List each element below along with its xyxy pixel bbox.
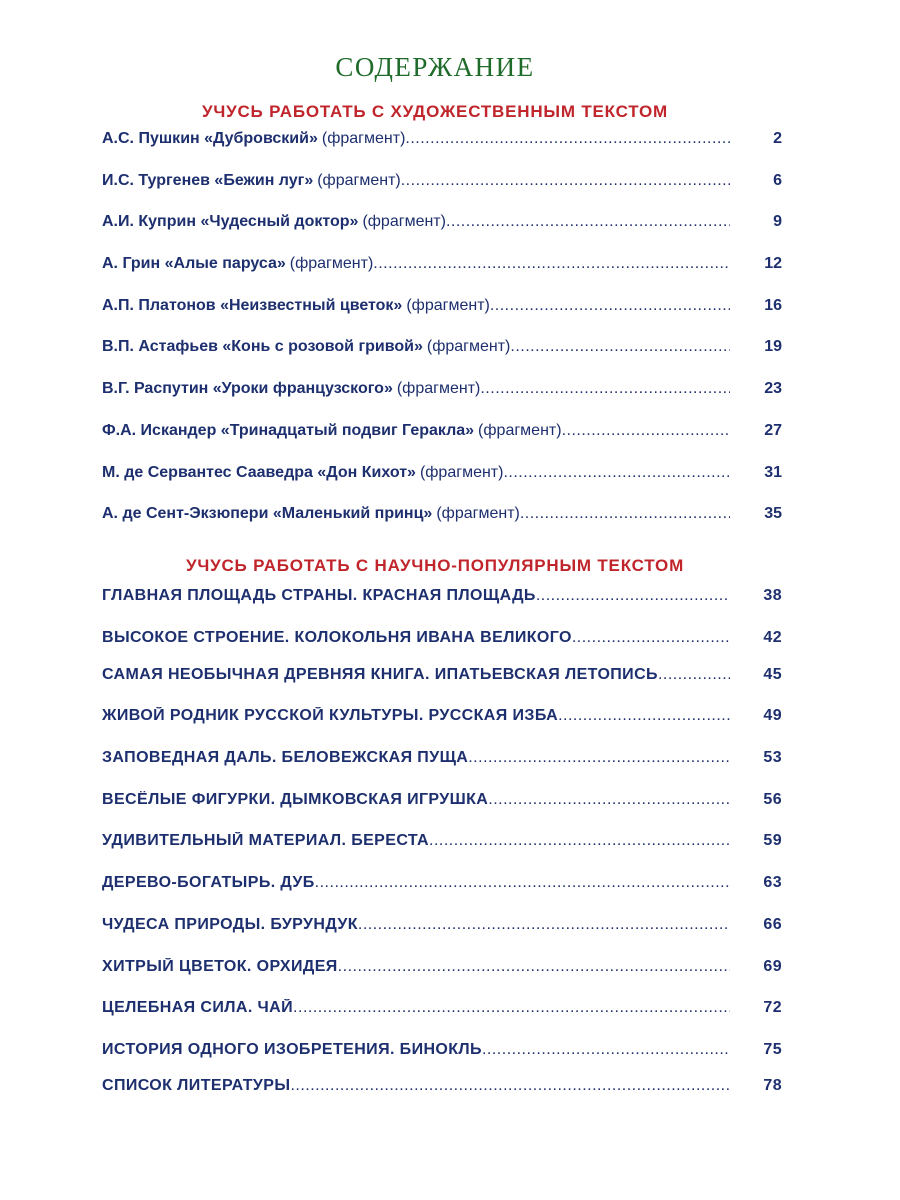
toc-entry-title: А.С. Пушкин «Дубровский» xyxy=(102,130,318,147)
toc-entry[interactable] xyxy=(102,999,782,1041)
toc-entry-title: Ф.А. Искандер «Тринадцатый подвиг Геракла» xyxy=(102,421,475,439)
toc-entry[interactable] xyxy=(102,130,782,172)
toc-entry[interactable] xyxy=(102,505,782,547)
toc-entry-note: (фрагмент) xyxy=(436,505,520,523)
toc-entry-title: А. де Сент-Экзюпери «Маленький принц» xyxy=(102,505,433,523)
toc-entry[interactable] xyxy=(102,297,782,339)
toc-entry[interactable] xyxy=(102,874,782,916)
dot-leader xyxy=(503,464,730,482)
toc-entry-page: 31 xyxy=(764,463,782,481)
toc-entry-page: 27 xyxy=(764,421,782,439)
dot-leader xyxy=(572,629,730,647)
toc-entry[interactable] xyxy=(102,422,782,464)
toc-entry-note: (фрагмент) xyxy=(362,213,446,231)
toc-entry[interactable] xyxy=(102,749,782,791)
dot-leader xyxy=(468,749,730,767)
dot-leader xyxy=(490,297,730,315)
toc-entry[interactable] xyxy=(102,587,782,629)
dot-leader xyxy=(405,130,730,148)
toc-entry-title: СПИСОК ЛИТЕРАТУРЫ xyxy=(102,1076,291,1094)
toc-entry-page: 12 xyxy=(764,255,782,273)
dot-leader xyxy=(482,1041,730,1059)
toc-entry[interactable] xyxy=(102,707,782,749)
dot-leader xyxy=(520,505,730,523)
toc-entry-title: В.П. Астафьев «Конь с розовой гривой» xyxy=(102,338,423,356)
dot-leader xyxy=(558,707,730,725)
toc-entry[interactable] xyxy=(102,791,782,833)
toc-entry-page: 69 xyxy=(763,957,782,975)
toc-entry[interactable] xyxy=(102,666,782,708)
toc-entry-title: ВЫСОКОЕ СТРОЕНИЕ. КОЛОКОЛЬНЯ ИВАНА ВЕЛИКОГО xyxy=(102,628,572,646)
toc-entry-page: 9 xyxy=(773,213,782,231)
dot-leader xyxy=(358,916,730,934)
dot-leader xyxy=(510,338,730,356)
dot-leader xyxy=(429,832,730,850)
toc-entry-title: ДЕРЕВО-БОГАТЫРЬ. ДУБ xyxy=(102,874,315,892)
toc-entry-note: (фрагмент) xyxy=(317,171,401,189)
toc-entry-note: (фрагмент) xyxy=(289,255,374,273)
toc-entry[interactable] xyxy=(102,255,782,297)
toc-entry-page: 59 xyxy=(763,832,782,850)
toc-entry-title: ЧУДЕСА ПРИРОДЫ. БУРУНДУК xyxy=(102,915,358,933)
toc-entry-title: А. Грин «Алые паруса» xyxy=(102,255,286,273)
toc-entry-page: 66 xyxy=(763,915,782,933)
dot-leader xyxy=(293,999,730,1017)
toc-entry-page: 16 xyxy=(764,296,782,314)
toc-entry-page: 6 xyxy=(773,171,782,189)
toc-entry-note: (фрагмент) xyxy=(406,296,490,314)
toc-entry-note: (фрагмент) xyxy=(426,338,511,356)
toc-entry-title: ВЕСЁЛЫЕ ФИГУРКИ. ДЫМКОВСКАЯ ИГРУШКА xyxy=(102,790,489,808)
toc-list-fiction xyxy=(102,130,782,547)
page-title: СОДЕРЖАНИЕ xyxy=(335,52,535,82)
dot-leader xyxy=(658,666,730,684)
toc-entry-title: В.Г. Распутин «Уроки французского» xyxy=(102,380,393,398)
toc-entry-title: ЦЕЛЕБНАЯ СИЛА. ЧАЙ xyxy=(102,999,294,1017)
toc-entry[interactable] xyxy=(102,464,782,506)
toc-entry-title: ХИТРЫЙ ЦВЕТОК. ОРХИДЕЯ xyxy=(102,957,338,975)
toc-entry-page: 35 xyxy=(764,505,782,523)
toc-entry[interactable] xyxy=(102,832,782,874)
toc-entry-title: А.И. Куприн «Чудесный доктор» xyxy=(102,213,359,231)
toc-entry[interactable] xyxy=(102,172,782,214)
toc-entry-title: ЗАПОВЕДНАЯ ДАЛЬ. БЕЛОВЕЖСКАЯ ПУЩА xyxy=(102,749,469,767)
section-heading-popular-science: УЧУСЬ РАБОТАТЬ С НАУЧНО-ПОПУЛЯРНЫМ ТЕКСТОМ xyxy=(185,556,685,575)
toc-entry-title: ИСТОРИЯ ОДНОГО ИЗОБРЕТЕНИЯ. БИНОКЛЬ xyxy=(102,1040,482,1058)
toc-entry[interactable] xyxy=(102,1041,782,1077)
toc-entry-note: (фрагмент) xyxy=(419,463,504,481)
dot-leader xyxy=(315,874,730,892)
toc-entry-title: УДИВИТЕЛЬНЫЙ МАТЕРИАЛ. БЕРЕСТА xyxy=(102,832,429,850)
toc-entry[interactable] xyxy=(102,338,782,380)
dot-leader xyxy=(338,958,730,976)
dot-leader xyxy=(480,380,730,398)
toc-entry-page: 53 xyxy=(763,749,782,767)
dot-leader xyxy=(488,791,730,809)
dot-leader xyxy=(401,172,730,190)
section-heading-fiction: УЧУСЬ РАБОТАТЬ С ХУДОЖЕСТВЕННЫМ ТЕКСТОМ xyxy=(201,102,669,121)
toc-entry-page: 75 xyxy=(763,1040,782,1058)
dot-leader xyxy=(446,213,730,231)
toc-entry[interactable] xyxy=(102,629,782,666)
toc-entry-page: 78 xyxy=(763,1076,782,1094)
toc-entry-page: 42 xyxy=(763,628,782,646)
toc-entry-note: (фрагмент) xyxy=(321,130,406,147)
toc-entry-note: (фрагмент) xyxy=(396,380,481,398)
toc-entry-title: М. де Сервантес Сааведра «Дон Кихот» xyxy=(102,463,416,481)
dot-leader xyxy=(536,587,730,605)
toc-entry-note: (фрагмент) xyxy=(478,421,562,439)
dot-leader xyxy=(373,255,730,273)
dot-leader xyxy=(290,1077,730,1095)
toc-entry-title: А.П. Платонов «Неизвестный цветок» xyxy=(102,296,403,314)
toc-entry-page: 72 xyxy=(763,999,782,1017)
dot-leader xyxy=(562,422,730,440)
toc-entry-page: 45 xyxy=(763,665,782,683)
toc-entry-title: ЖИВОЙ РОДНИК РУССКОЙ КУЛЬТУРЫ. РУССКАЯ ИЗБА xyxy=(102,707,559,725)
toc-entry-page: 2 xyxy=(773,130,782,147)
toc-entry-page: 56 xyxy=(763,790,782,808)
toc-entry-page: 19 xyxy=(764,338,782,356)
toc-entry-title: ГЛАВНАЯ ПЛОЩАДЬ СТРАНЫ. КРАСНАЯ ПЛОЩАДЬ xyxy=(102,587,536,604)
toc-entry-title: И.С. Тургенев «Бежин луг» xyxy=(102,171,314,189)
toc-entry[interactable] xyxy=(102,1077,782,1119)
toc-entry[interactable] xyxy=(102,380,782,422)
toc-entry[interactable] xyxy=(102,958,782,1000)
toc-entry-page: 63 xyxy=(763,874,782,892)
toc-entry-page: 23 xyxy=(764,380,782,398)
toc-entry-page: 38 xyxy=(763,587,782,604)
toc-list-popular-science xyxy=(102,587,782,1119)
toc-entry-title: САМАЯ НЕОБЫЧНАЯ ДРЕВНЯЯ КНИГА. ИПАТЬЕВСКАЯ ЛЕТОПИСЬ xyxy=(102,665,658,683)
toc-entry[interactable] xyxy=(102,213,782,255)
toc-entry-page: 49 xyxy=(763,707,782,725)
toc-entry[interactable] xyxy=(102,916,782,958)
